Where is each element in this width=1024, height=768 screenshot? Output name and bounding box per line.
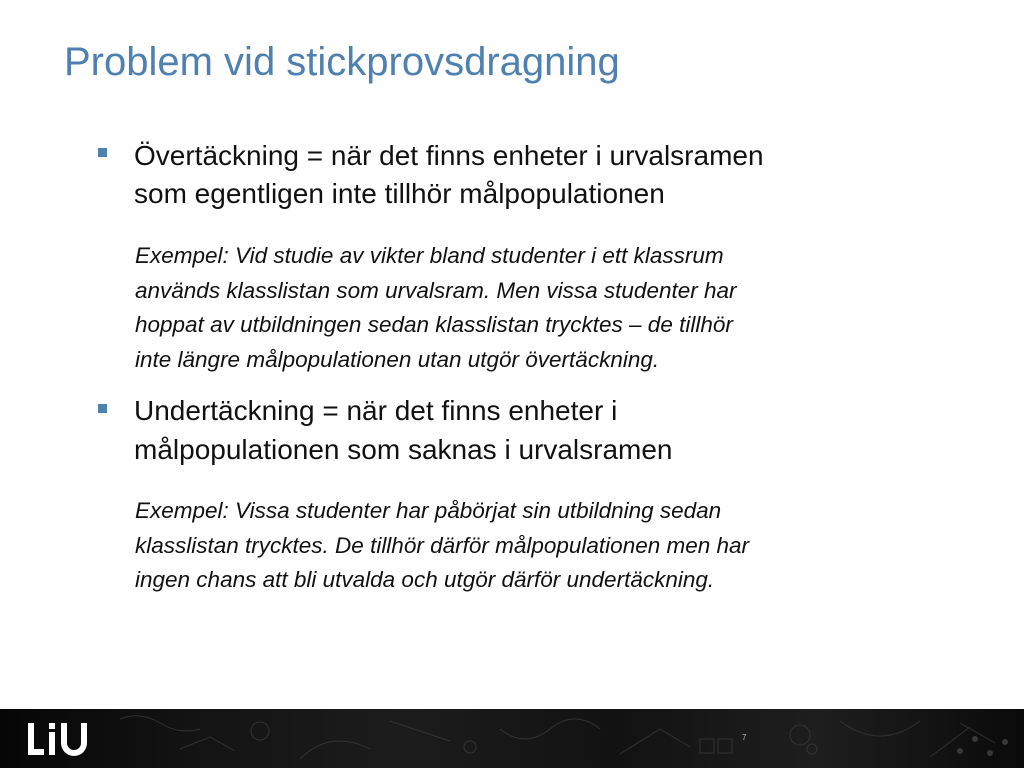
example-overtackning-line2: används klasslistan som urvalsram. Men vissa studenter har bbox=[135, 278, 737, 303]
bullet-marker bbox=[98, 404, 107, 413]
page-number: 7 bbox=[742, 733, 747, 742]
example-overtackning-line3: hoppat av utbildningen sedan klasslistan trycktes – de tillhör bbox=[135, 312, 733, 337]
footer-texture bbox=[0, 709, 1024, 768]
example-undertackning-line3: ingen chans att bli utvalda och utgör därför undertäckning. bbox=[135, 567, 715, 592]
example-overtackning-line4: inte längre målpopulationen utan utgör övertäckning. bbox=[135, 347, 660, 372]
example-undertackning-line2: klasslistan trycktes. De tillhör därför målpopulationen men har bbox=[135, 533, 750, 558]
footer-bar bbox=[0, 709, 1024, 768]
example-overtackning-line1: Exempel: Vid studie av vikter bland studenter i ett klassrum bbox=[135, 243, 724, 268]
bullet-undertackning-line2: målpopulationen som saknas i urvalsramen bbox=[134, 434, 673, 465]
slide-title: Problem vid stickprovsdragning bbox=[64, 40, 620, 84]
liu-logo bbox=[28, 719, 90, 759]
bullet-marker bbox=[98, 148, 107, 157]
bullet-overtackning-line2: som egentligen inte tillhör målpopulationen bbox=[134, 178, 665, 209]
bullet-undertackning-line1: Undertäckning = när det finns enheter i bbox=[134, 395, 618, 426]
bullet-overtackning-line1: Övertäckning = när det finns enheter i urvalsramen bbox=[134, 140, 764, 171]
example-undertackning-line1: Exempel: Vissa studenter har påbörjat sin utbildning sedan bbox=[135, 498, 722, 523]
